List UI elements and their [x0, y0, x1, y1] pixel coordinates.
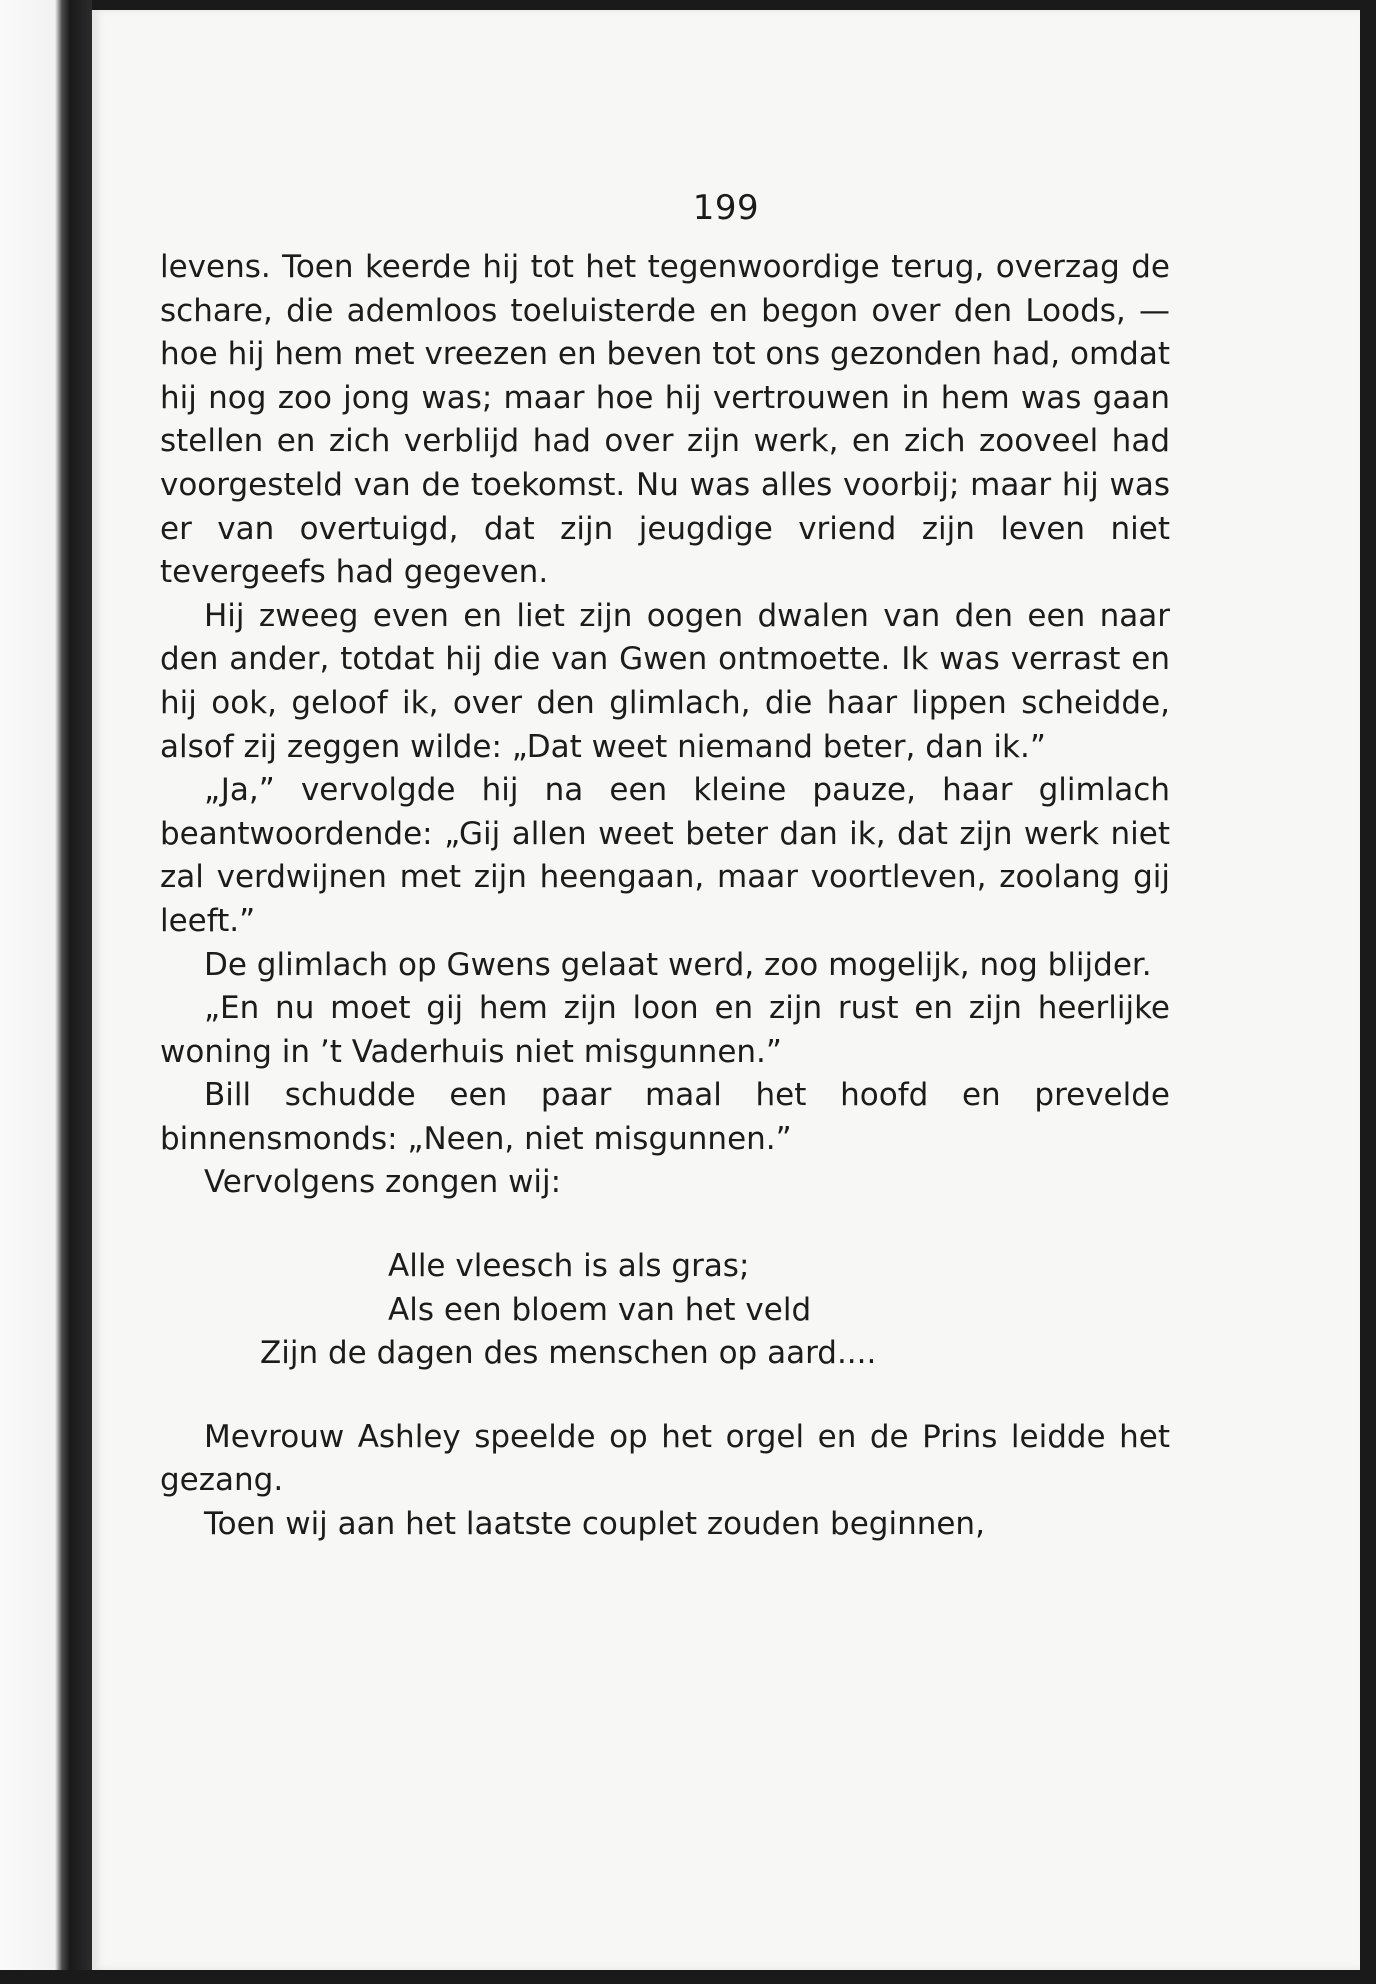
paragraph: „Ja,” vervolgde hij na een kleine pauze, haar glimlach beantwoordende: „Gij allen weet beter dan ik, dat zijn werk niet zal verdwijnen met zijn heengaan, maar voortleven, zoolang gij leeft.”: [160, 772, 1170, 939]
poem-verse: [160, 1245, 1170, 1376]
paragraph: Hij zweeg even en liet zijn oogen dwalen van den een naar den ander, totdat hij die van Gwen ontmoette. Ik was verrast en hij ook, geloof ik, over den glimlach, die haar lippen scheidde, alsof zij zeggen wilde: „Dat weet niemand beter, dan ik.”: [160, 597, 1170, 765]
paragraph: Toen wij aan het laatste couplet zouden beginnen,: [204, 1506, 985, 1543]
book-spine-margin: [0, 0, 92, 1984]
paragraph: levens. Toen keerde hij tot het tegenwoordige terug, overzag de schare, die ademloos toeluisterde en begon over den Loods, — hoe hij hem met vreezen en beven tot ons gezonden had, omdat hij nog zoo jong was; maar hoe hij vertrouwen in hem was gaan stellen en zich verblijd had over zijn werk, en zich zooveel had voorgesteld van de toekomst. Nu was alles voorbij; maar hij was er van overtuigd, dat zijn jeugdige vriend zijn leven niet tevergeefs had gegeven.: [160, 249, 1170, 591]
page-number: 199: [692, 188, 760, 228]
poem-line: Zijn de dagen des menschen op aard....: [260, 1335, 877, 1372]
paragraph: Vervolgens zongen wij:: [204, 1164, 562, 1201]
paragraph: De glimlach op Gwens gelaat werd, zoo mogelijk, nog blijder.: [204, 946, 1152, 983]
poem-line: Alle vleesch is als gras;: [388, 1248, 750, 1285]
body-text: [160, 246, 1170, 1547]
paragraph: „En nu moet gij hem zijn loon en zijn rust en zijn heerlijke woning in ’t Vaderhuis niet misgunnen.”: [160, 990, 1170, 1070]
poem-line: Als een bloem van het veld: [388, 1291, 812, 1328]
paragraph: Bill schudde een paar maal het hoofd en prevelde binnensmonds: „Neen, niet misgunnen.”: [160, 1077, 1170, 1157]
scan-right-border: [1360, 0, 1376, 1984]
scan-top-border: [0, 0, 1376, 10]
scan-bottom-border: [0, 1970, 1376, 1984]
paragraph: Mevrouw Ashley speelde op het orgel en de Prins leidde het gezang.: [160, 1418, 1170, 1499]
